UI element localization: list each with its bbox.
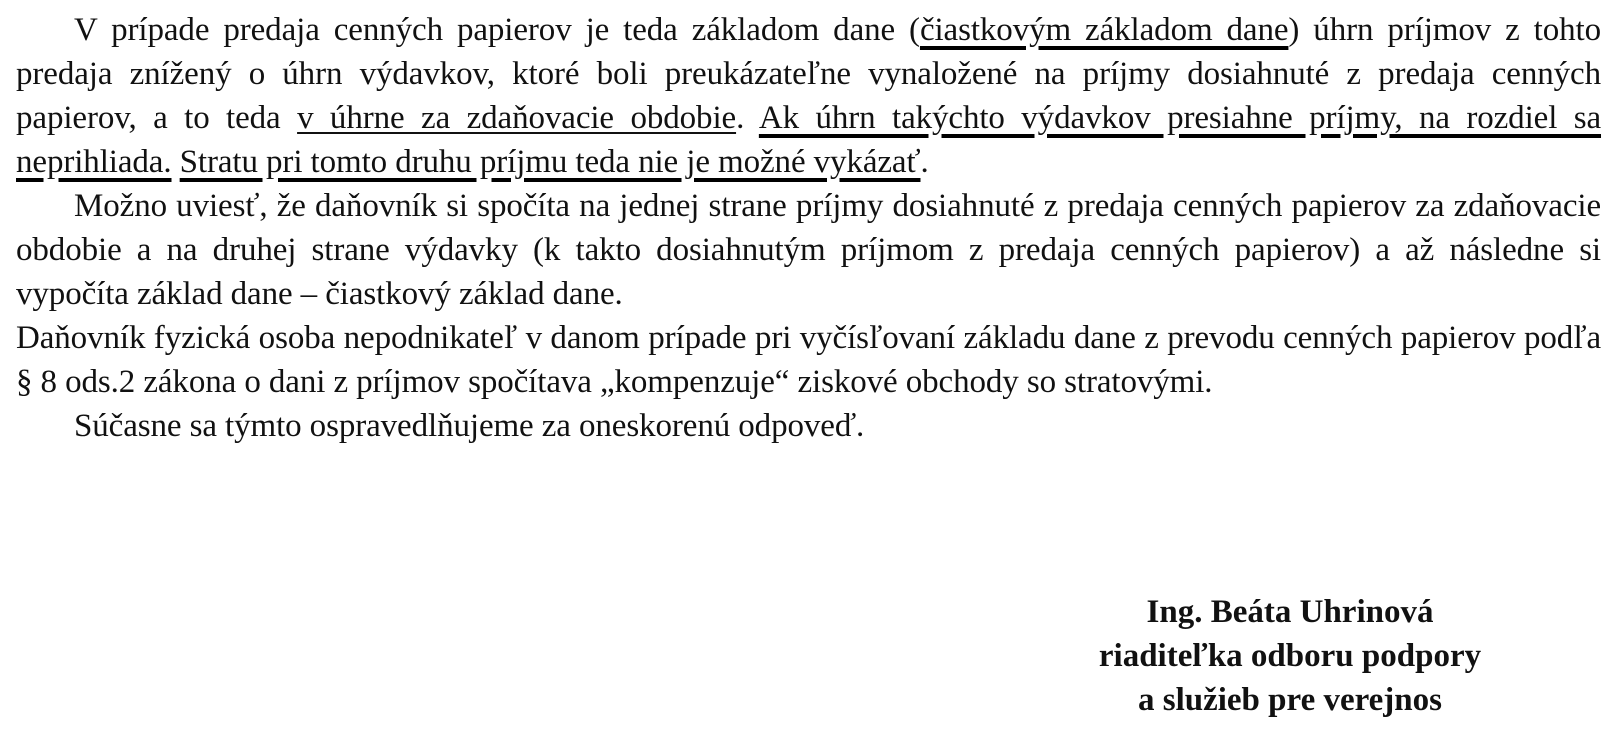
paragraph-calculation: Možno uviesť, že daňovník si spočíta na jednej strane príjmy dosiahnuté z predaja cenných papierov za zdaňovacie obdobie a na druhej strane výdavky (k takto dosiahnutým príjmom z predaja cenných papierov) a až následne si vypočíta základ dane – čiastkový základ dane. bbox=[16, 188, 1601, 312]
letter-body bbox=[16, 8, 1601, 448]
paragraph-1-period: . bbox=[736, 100, 759, 136]
paragraph-apology: Súčasne sa týmto ospravedlňujeme za oneskorenú odpoveď. bbox=[74, 408, 865, 444]
paragraph-compensation: Daňovník fyzická osoba nepodnikateľ v danom prípade pri vyčísľovaní základu dane z prevodu cenných papierov podľa § 8 ods.2 zákona o dani z príjmov spočítava „kompenzuje“ ziskové obchody so stratovými. bbox=[16, 320, 1601, 400]
paragraph-1-text-start: V prípade predaja cenných papierov je teda základom dane ( bbox=[74, 12, 920, 48]
paragraph-1-space bbox=[172, 144, 180, 180]
underlined-tax-period: v úhrne za zdaňovacie obdobie bbox=[297, 100, 737, 136]
signatory-name: Ing. Beáta Uhrinová bbox=[1146, 594, 1434, 630]
signatory-title-line-1: riaditeľka odboru podpory bbox=[1098, 638, 1482, 674]
paragraph-1-end: . bbox=[920, 144, 929, 180]
signatory-title-line-2: a služieb pre verejnos bbox=[1137, 682, 1442, 718]
underlined-expenses-exceed: Ak úhrn takýchto výdavkov presiahne príjmy, na rozdiel sa neprihliada. bbox=[16, 100, 1602, 180]
paragraph-tax-base bbox=[16, 8, 1601, 184]
underlined-partial-tax-base: čiastkovým základom dane bbox=[919, 12, 1289, 48]
signature-block bbox=[1040, 590, 1540, 722]
underlined-loss-not-reportable: Stratu pri tomto druhu príjmu teda nie je možné vykázať bbox=[179, 144, 921, 180]
paragraph-1-text-middle: ) úhrn príjmov z tohto predaja znížený o úhrn výdavkov, ktoré boli preukázateľne vynaložené na príjmy dosiahnuté z predaja cenných papierov, a to teda bbox=[16, 12, 1601, 136]
